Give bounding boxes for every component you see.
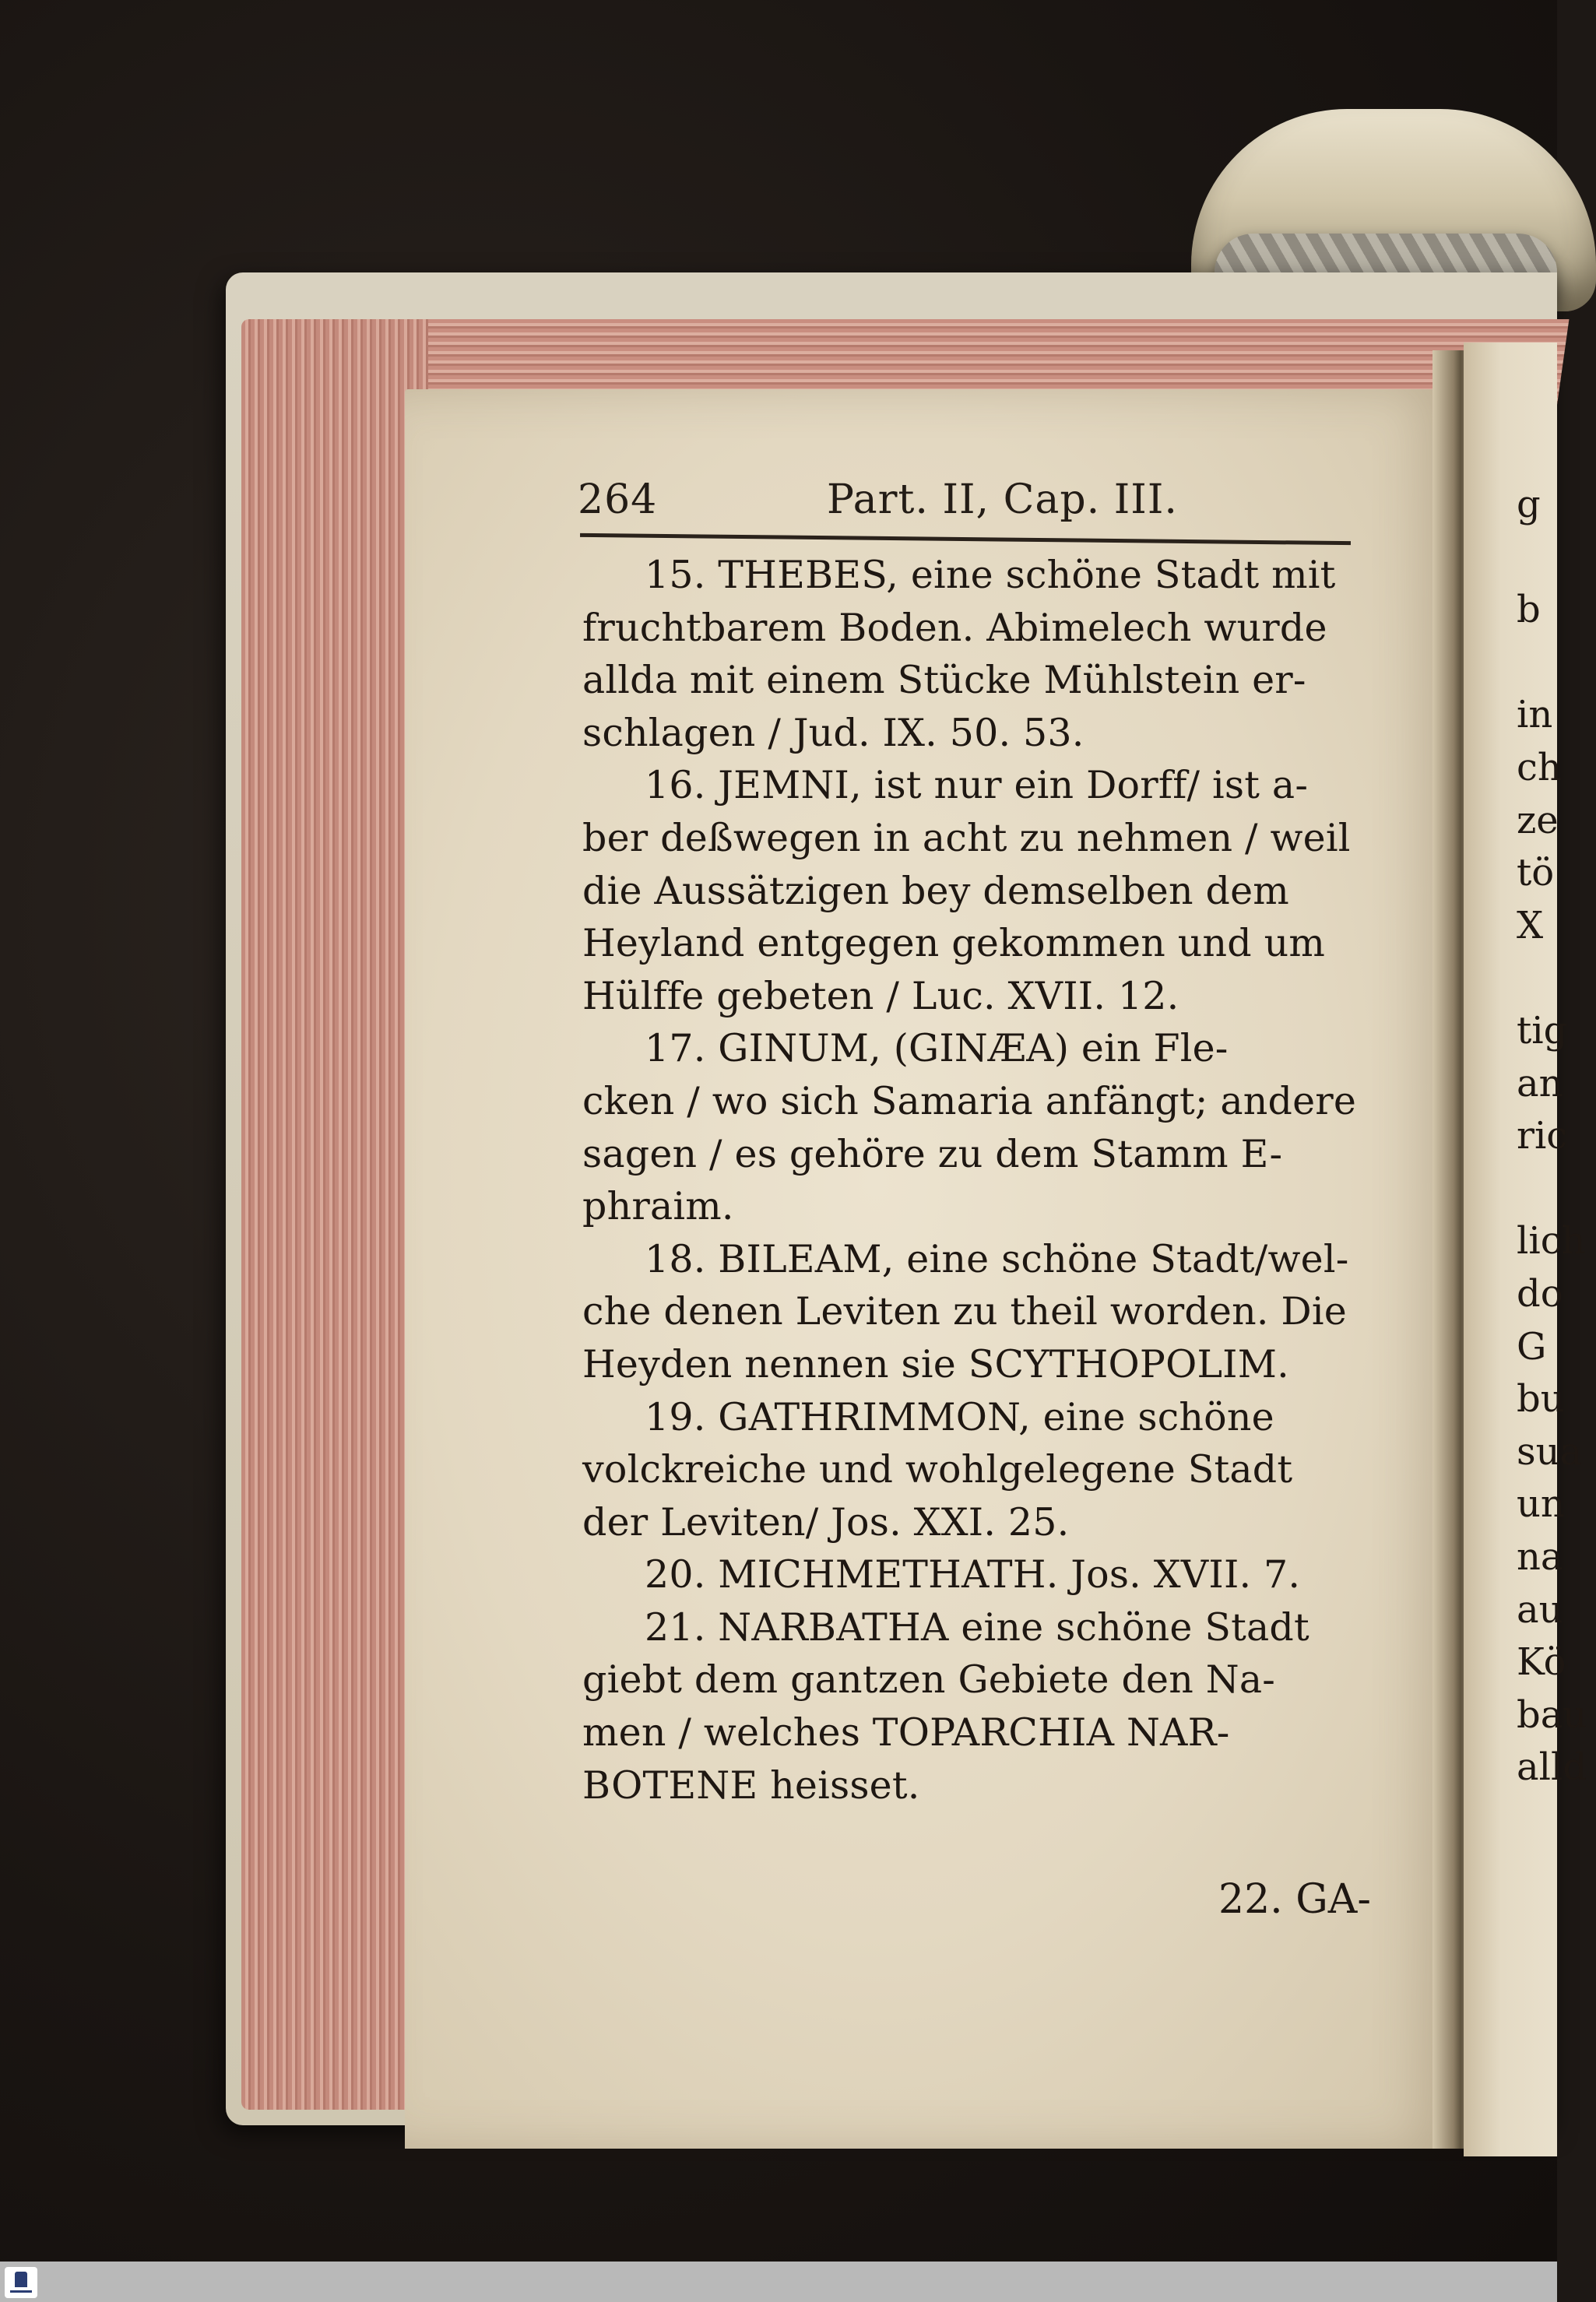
chapter-heading: Part. II, Cap. III. bbox=[827, 476, 1178, 523]
right-page-fragment: au bbox=[1517, 1587, 1563, 1632]
text-line: die Aussätzigen bey demselben dem bbox=[582, 868, 1289, 913]
right-page-fragment: alld bbox=[1517, 1745, 1587, 1790]
right-page-fragment: na bbox=[1517, 1535, 1563, 1579]
page-number: 264 bbox=[578, 476, 658, 523]
right-page-fragment: do bbox=[1517, 1272, 1563, 1316]
text-line: ber deßwegen in acht zu nehmen / weil bbox=[582, 815, 1351, 860]
text-line: 17. GINUM, (GINÆA) ein Fle- bbox=[645, 1026, 1229, 1071]
running-head bbox=[578, 476, 1356, 523]
text-line: volckreiche und wohlgelegene Stadt bbox=[582, 1447, 1293, 1492]
right-page-fragment: an bbox=[1517, 1061, 1563, 1105]
text-line: che denen Leviten zu theil worden. Die bbox=[582, 1289, 1347, 1334]
right-page-fragment: sua bbox=[1517, 1429, 1583, 1474]
right-page-fragment: in bbox=[1517, 693, 1553, 737]
text-line: allda mit einem Stücke Mühlstein er- bbox=[582, 658, 1306, 703]
book-fore-edge bbox=[241, 319, 428, 2110]
text-line: 15. THEBES, eine schöne Stadt mit bbox=[645, 553, 1336, 597]
text-line: Heyland entgegen gekommen und um bbox=[582, 921, 1326, 966]
right-page-fragment: bau bbox=[1517, 1692, 1587, 1737]
text-line: der Leviten/ Jos. XXI. 25. bbox=[582, 1499, 1070, 1545]
text-line: BOTENE heisset. bbox=[582, 1763, 920, 1808]
text-line: 16. JEMNI, ist nur ein Dorff/ ist a- bbox=[645, 763, 1309, 808]
right-page-fragment: ric bbox=[1517, 1114, 1568, 1158]
text-line: fruchtbarem Boden. Abimelech wurde bbox=[582, 605, 1327, 650]
right-page-fragment: ze bbox=[1517, 798, 1559, 842]
text-line: 18. BILEAM, eine schöne Stadt/wel- bbox=[645, 1236, 1349, 1281]
text-line: 19. GATHRIMMON, eine schöne bbox=[645, 1394, 1274, 1439]
text-line: cken / wo sich Samaria anfängt; andere bbox=[582, 1078, 1357, 1123]
right-page-fragment: tig bbox=[1517, 1009, 1568, 1053]
text-line: phraim. bbox=[582, 1184, 734, 1229]
text-line: giebt dem gantzen Gebiete den Na- bbox=[582, 1657, 1276, 1703]
right-page-fragment: G bbox=[1517, 1324, 1547, 1369]
catchword: 22. GA- bbox=[1218, 1876, 1371, 1923]
right-page-fragment: lich bbox=[1517, 1219, 1586, 1263]
text-line: schlagen / Jud. IX. 50. 53. bbox=[582, 710, 1085, 755]
right-page-fragment: g bbox=[1517, 483, 1541, 526]
text-line: sagen / es gehöre zu dem Stamm E- bbox=[582, 1131, 1283, 1176]
right-page-fragment: Kö bbox=[1517, 1640, 1566, 1685]
viewer-footer-bar bbox=[0, 2262, 1557, 2302]
text-line: 20. MICHMETHATH. Jos. XVII. 7. bbox=[645, 1552, 1301, 1597]
right-page-fragment: X bbox=[1517, 903, 1544, 947]
text-line: 21. NARBATHA eine schöne Stadt bbox=[645, 1604, 1309, 1650]
page-text bbox=[582, 549, 1369, 1812]
right-page-fragment: un bbox=[1517, 1482, 1565, 1527]
text-line: Heyden nennen sie SCYTHOPOLIM. bbox=[582, 1341, 1289, 1386]
right-page-fragment: tö bbox=[1517, 851, 1555, 895]
library-logo-icon[interactable] bbox=[5, 2267, 37, 2298]
right-page-text-fragments bbox=[1517, 483, 1587, 1798]
text-line: men / welches TOPARCHIA NAR- bbox=[582, 1710, 1230, 1755]
right-page-fragment: ch bbox=[1517, 746, 1562, 789]
right-page-fragment: bu bbox=[1517, 1377, 1565, 1422]
text-line: Hülffe gebeten / Luc. XVII. 12. bbox=[582, 973, 1179, 1018]
right-page-fragment: b bbox=[1517, 588, 1541, 632]
